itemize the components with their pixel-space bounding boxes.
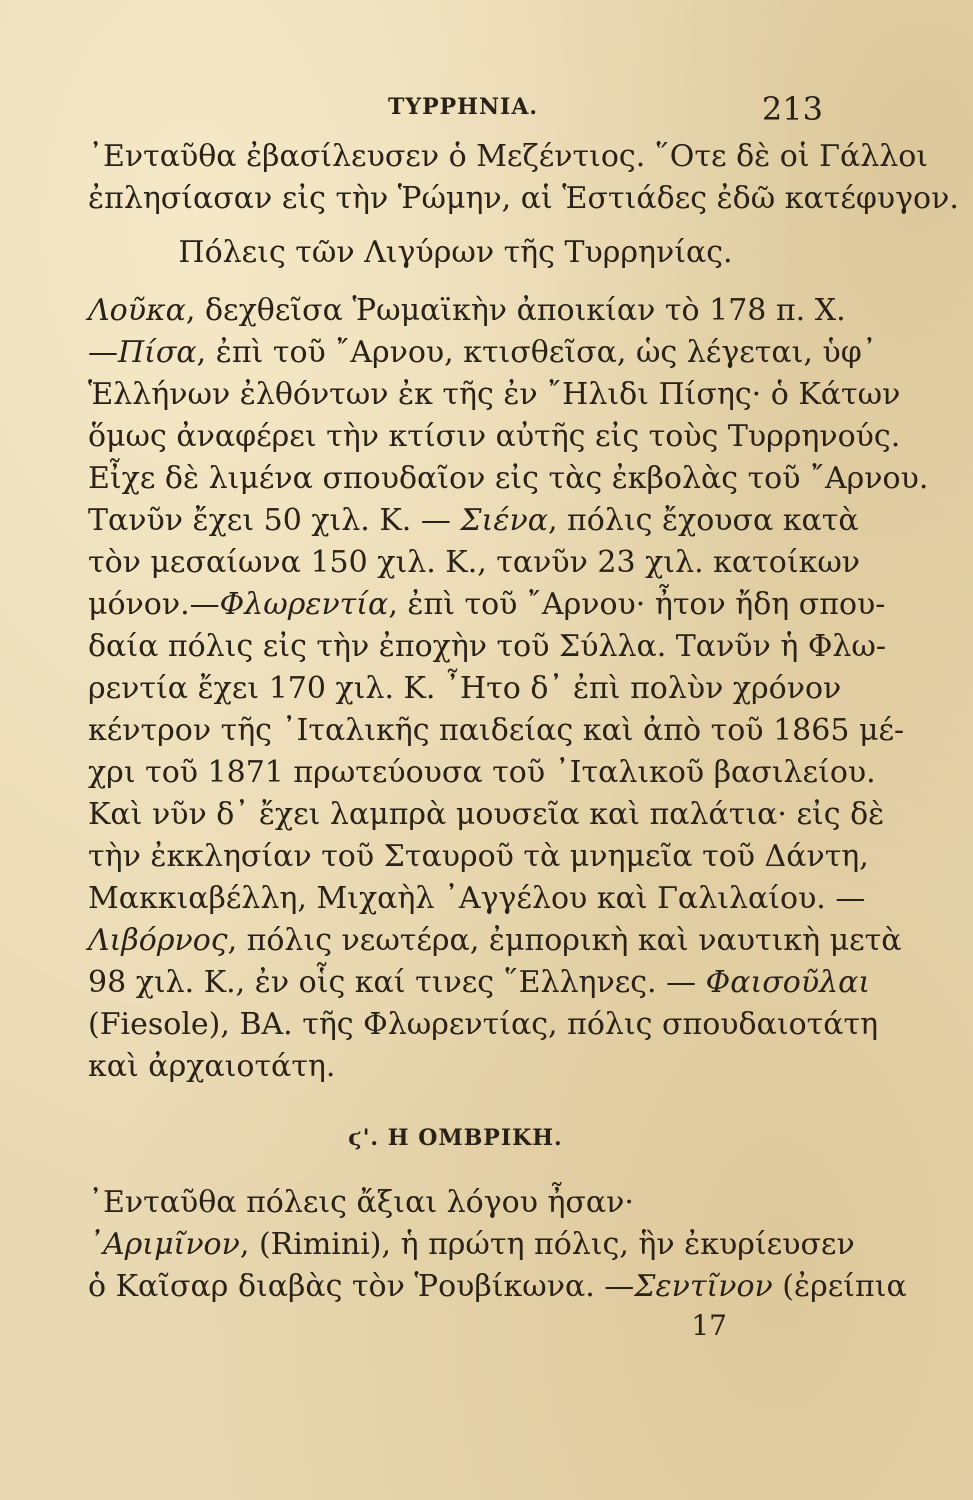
running-title: ΤΥΡΡΗΝΙΑ.	[388, 94, 539, 120]
text-line	[88, 1224, 855, 1266]
text-run: Εἶχε δὲ λιμένα σπουδαῖον εἰς τὰς ἐκβολὰς τοῦ ῎Αρνου.	[88, 461, 929, 496]
page-number: 213	[761, 90, 823, 128]
text-line	[88, 416, 901, 458]
text-line	[88, 374, 901, 416]
text-line	[88, 836, 869, 878]
text-line	[88, 1046, 823, 1088]
text-line	[88, 500, 859, 542]
body-paragraph	[88, 290, 929, 1088]
text-line	[88, 332, 877, 374]
signature-mark: 17	[691, 1309, 727, 1342]
text-run: , πόλις νεωτέρα, ἐμπορικὴ καὶ ναυτικὴ μετὰ	[227, 923, 902, 958]
text-run: καὶ ἀρχαιοτάτη.	[88, 1049, 336, 1084]
text-run: χρι τοῦ 1871 πρωτεύουσα τοῦ ᾿Ιταλικοῦ βασιλείου.	[88, 755, 876, 790]
intro-line: ἐπλησίασαν εἰς τὴν Ῥώμην, αἱ Ἑστιάδες ἐδῶ κατέφυγον.	[88, 181, 959, 216]
place-name: Σεντῖνον	[634, 1269, 773, 1304]
text-run: Μακκιαβέλλη, Μιχαὴλ ᾿Αγγέλου καὶ Γαλιλαίου. —	[88, 881, 866, 916]
text-line	[88, 1004, 879, 1046]
text-run: ὅμως ἀναφέρει τὴν κτίσιν αὐτῆς εἰς τοὺς Τυρρηνούς.	[88, 419, 901, 454]
text-run: ρεντία ἔχει 170 χιλ. Κ. ῏Ητο δ᾿ ἐπὶ πολὺν χρόνον	[88, 671, 842, 706]
text-run: Ἑλλήνων ἐλθόντων ἐκ τῆς ἐν ῎Ηλιδι Πίσης· ὁ Κάτων	[88, 377, 901, 412]
intro-line: ᾿Ενταῦθα ἐβασίλευσεν ὁ Μεζέντιος. ῞Οτε δὲ οἱ Γάλλοι	[88, 139, 929, 174]
chapter-title: ϛ'. Η ΟΜΒΡΙΚΗ.	[348, 1125, 563, 1151]
text-run: (Fiesole), ΒΑ. τῆς Φλωρεντίας, πόλις σπουδαιοτάτη	[88, 1007, 879, 1042]
text-run: κέντρον τῆς ᾿Ιταλικῆς παιδείας καὶ ἀπὸ τοῦ 1865 μέ-	[88, 713, 905, 748]
place-name: Λιβόρνος	[88, 923, 228, 958]
text-run: , ἐπὶ τοῦ ῎Αρνου, κτισθεῖσα, ὡς λέγεται, ὑφ᾿	[196, 335, 877, 370]
book-page	[88, 90, 959, 1470]
text-run: τὴν ἐκκλησίαν τοῦ Σταυροῦ τὰ μνημεῖα τοῦ Δάντη,	[88, 839, 869, 874]
text-line	[88, 710, 905, 752]
text-line	[88, 752, 876, 794]
text-line	[88, 626, 887, 668]
text-run: Τανῦν ἔχει 50 χιλ. Κ. —	[88, 503, 461, 538]
text-line	[88, 458, 929, 500]
chapter-paragraph	[88, 1182, 907, 1308]
text-run: δαία πόλις εἰς τὴν ἐποχὴν τοῦ Σύλλα. Τανῦν ἡ Φλω-	[88, 629, 887, 664]
text-line	[88, 1266, 907, 1308]
place-name: Φαισοῦλαι	[705, 965, 871, 1000]
text-run: , δεχθεῖσα Ῥωμαϊκὴν ἀποικίαν τὸ 178 π. Χ.	[185, 293, 846, 328]
text-line	[88, 290, 846, 332]
text-run: , (Rimini), ἡ πρώτη πόλις, ἣν ἐκυρίευσεν	[239, 1227, 855, 1262]
text-run: , πόλις ἔχουσα κατὰ	[547, 503, 859, 538]
text-run: , ἐπὶ τοῦ ῎Αρνου· ἦτον ἤδη σπου-	[388, 587, 886, 622]
place-name: Φλωρεντία	[219, 587, 389, 622]
text-line	[88, 542, 861, 584]
text-run: Καὶ νῦν δ᾿ ἔχει λαμπρὰ μουσεῖα καὶ παλάτια· εἰς δὲ	[88, 797, 885, 832]
place-name: Σιένα	[460, 503, 548, 538]
text-line	[88, 1182, 823, 1224]
text-line	[88, 920, 902, 962]
text-run: ᾿Ενταῦθα πόλεις ἄξιαι λόγου ἦσαν·	[88, 1185, 634, 1220]
text-run: 98 χιλ. Κ., ἐν οἷς καί τινες ῞Ελληνες. —	[88, 965, 706, 1000]
text-run: —	[88, 335, 118, 370]
text-line	[88, 668, 842, 710]
text-run: τὸν μεσαίωνα 150 χιλ. Κ., τανῦν 23 χιλ. κατοίκων	[88, 545, 861, 580]
section-title: Πόλεις τῶν Λιγύρων τῆς Τυρρηνίας.	[178, 235, 733, 270]
text-line	[88, 962, 871, 1004]
text-run: (ἐρείπια	[772, 1269, 907, 1304]
place-name: Πίσα	[118, 335, 197, 370]
intro-paragraph	[88, 136, 959, 220]
text-line	[88, 878, 866, 920]
text-run: μόνον.—	[88, 587, 220, 622]
place-name: ᾿Αριμῖνον	[88, 1227, 240, 1262]
place-name: Λοῦκα	[88, 293, 186, 328]
page-header	[88, 90, 823, 136]
text-run: ὁ Καῖσαρ διαβὰς τὸν Ῥουβίκωνα. —	[88, 1269, 635, 1304]
text-line	[88, 584, 886, 626]
text-line	[88, 794, 885, 836]
